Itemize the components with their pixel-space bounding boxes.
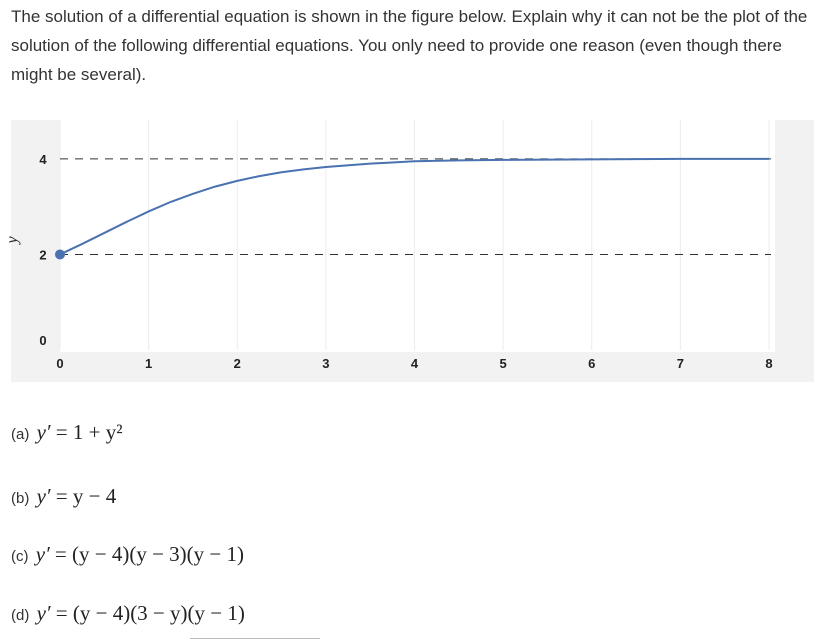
y-tick-label: 4 — [39, 151, 47, 167]
option-d — [11, 601, 245, 626]
option-tag: (c) — [11, 548, 29, 565]
option-rhs: = (y − 4)(3 − y)(y − 1) — [55, 601, 245, 625]
x-tick-label: 6 — [588, 356, 596, 371]
y-tick-label: 0 — [39, 333, 47, 348]
option-b — [11, 484, 116, 509]
initial-condition-point — [55, 249, 65, 259]
option-tag: (b) — [11, 490, 30, 507]
option-tag: (a) — [11, 426, 30, 443]
x-tick-label: 4 — [410, 356, 419, 371]
divider — [190, 638, 320, 639]
option-rhs: = y − 4 — [55, 484, 117, 508]
problem-statement: The solution of a differential equation is shown in the figure below. Explain why it can not be the plot of the solution of the following differential equations. You only need to provide one reason (even though there might be several). — [11, 7, 808, 84]
x-tick-label: 7 — [676, 356, 684, 371]
option-lhs: y′ — [35, 542, 50, 566]
plot-area — [60, 120, 775, 352]
option-c — [11, 542, 244, 567]
option-rhs: = 1 + y² — [55, 420, 123, 444]
x-tick-label: 8 — [765, 356, 773, 371]
option-rhs: = (y − 4)(y − 3)(y − 1) — [54, 542, 245, 566]
option-lhs: y′ — [36, 420, 51, 444]
y-tick-label: 2 — [39, 247, 47, 263]
x-tick-label: 0 — [56, 356, 64, 371]
x-tick-label: 1 — [145, 356, 153, 371]
option-lhs: y′ — [36, 484, 51, 508]
x-tick-label: 2 — [233, 356, 241, 371]
x-tick-label: 5 — [499, 356, 507, 371]
option-a — [11, 420, 123, 445]
plot-svg — [4, 120, 814, 382]
y-axis-label: y — [4, 236, 21, 244]
option-tag: (d) — [11, 607, 30, 624]
option-lhs: y′ — [36, 601, 51, 625]
solution-plot — [4, 120, 814, 382]
x-tick-label: 3 — [322, 356, 330, 371]
